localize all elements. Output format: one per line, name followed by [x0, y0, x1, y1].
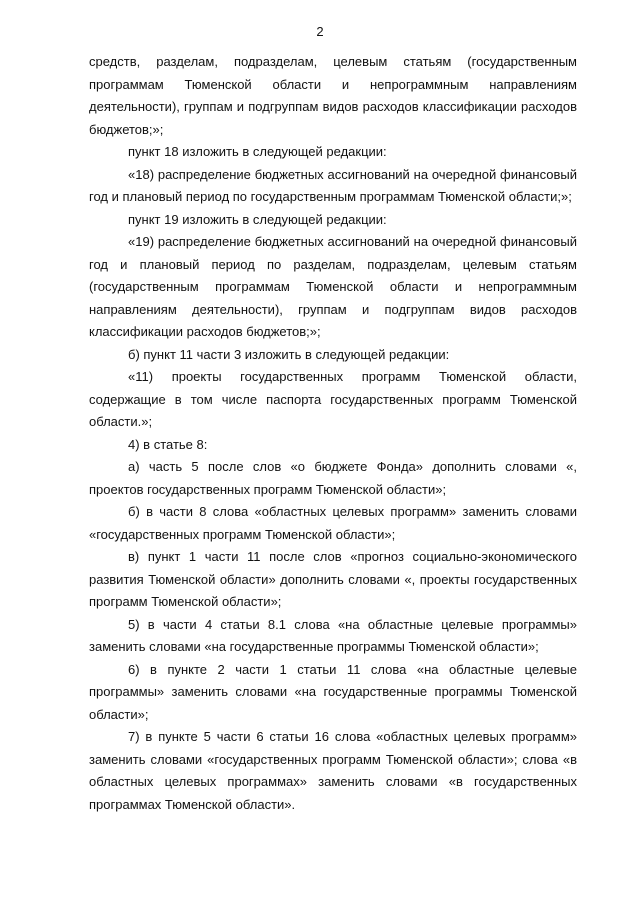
paragraph: 4) в статье 8: [128, 436, 208, 452]
paragraph: 6) в пункте 2 части 1 статьи 11 слова «на областные целевые программы» заменить словами «на государственные программы Тюменской области»; [89, 661, 577, 722]
paragraph: «18) распределение бюджетных ассигнований на очередной финансовый год и плановый период по государственным программам Тюменской области;»; [89, 166, 577, 204]
paragraph: 7) в пункте 5 части 6 статьи 16 слова «областных целевых программ» заменить словами «государственных программ Тюменской области»; слова «в областных целевых программах» заменить словами «в государственных программах Тюменской области». [89, 729, 577, 812]
paragraph: б) в части 8 слова «областных целевых программ» заменить словами «государственных программ Тюменской области»; [89, 504, 577, 542]
paragraph: пункт 19 изложить в следующей редакции: [128, 211, 387, 227]
paragraph: «11) проекты государственных программ Тюменской области, содержащие в том числе паспорта государственных программ Тюменской области.»; [89, 369, 577, 429]
paragraph: средств, разделам, подразделам, целевым статьям (государственным программам Тюменской области и непрограммным направлениям деятельности), группам и подгруппам видов расходов классификации расходов бюджетов;»; [89, 54, 577, 137]
document-body [89, 51, 577, 816]
paragraph: б) пункт 11 части 3 изложить в следующей редакции: [128, 346, 450, 362]
paragraph: в) пункт 1 части 11 после слов «прогноз социально-экономического развития Тюменской области» дополнить словами «, проекты государственных программ Тюменской области»; [89, 549, 577, 609]
paragraph: а) часть 5 после слов «о бюджете Фонда» дополнить словами «, проектов государственных программ Тюменской области»; [89, 459, 577, 497]
paragraph: 5) в части 4 статьи 8.1 слова «на областные целевые программы» заменить словами «на государственные программы Тюменской области»; [89, 616, 577, 654]
page-number: 2 [316, 24, 324, 39]
paragraph: пункт 18 изложить в следующей редакции: [128, 144, 387, 159]
paragraph: «19) распределение бюджетных ассигнований на очередной финансовый год и плановый период по разделам, подразделам, целевым статьям (государственным программам Тюменской области и непрограммным направлениям деятельности), группам и подгруппам видов расходов классификации расходов бюджетов;»; [89, 234, 577, 339]
